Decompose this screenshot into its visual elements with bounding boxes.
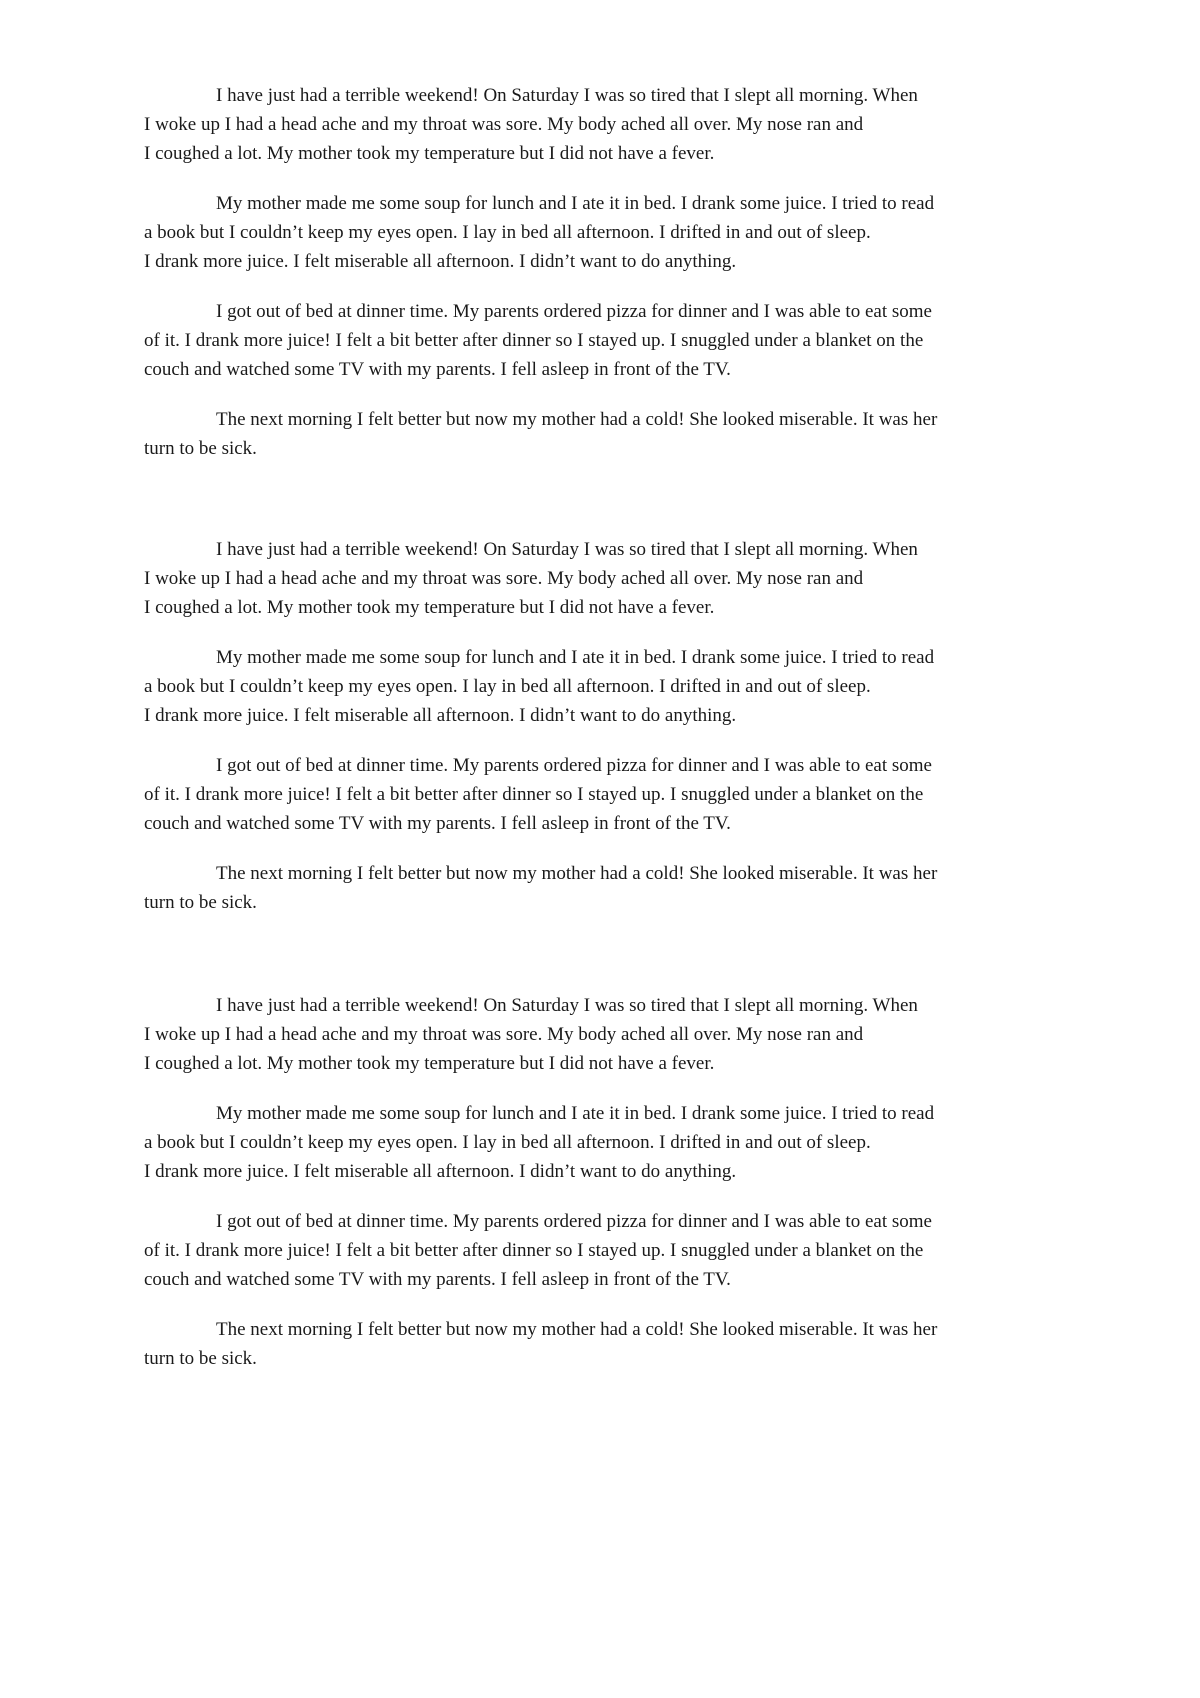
text-line: I coughed a lot. My mother took my temperature but I did not have a fever.	[144, 143, 715, 164]
text-line: I got out of bed at dinner time. My parents ordered pizza for dinner and I was able to eat some	[216, 755, 932, 776]
text-line: turn to be sick.	[144, 438, 257, 459]
text-line: couch and watched some TV with my parents. I fell asleep in front of the TV.	[144, 359, 731, 380]
text-line: a book but I couldn’t keep my eyes open. I lay in bed all afternoon. I drifted in and out of sleep.	[144, 222, 871, 243]
text-line: The next morning I felt better but now my mother had a cold! She looked miserable. It was her	[216, 1319, 938, 1340]
text-line: I woke up I had a head ache and my throat was sore. My body ached all over. My nose ran and	[144, 568, 864, 589]
text-line: I drank more juice. I felt miserable all afternoon. I didn’t want to do anything.	[144, 705, 737, 726]
text-line: I have just had a terrible weekend! On Saturday I was so tired that I slept all morning. When	[216, 85, 918, 106]
text-line: of it. I drank more juice! I felt a bit better after dinner so I stayed up. I snuggled under a blanket on the	[144, 1240, 924, 1261]
text-line: I got out of bed at dinner time. My parents ordered pizza for dinner and I was able to eat some	[216, 1211, 932, 1232]
text-line: I have just had a terrible weekend! On Saturday I was so tired that I slept all morning. When	[216, 539, 918, 560]
text-line: of it. I drank more juice! I felt a bit better after dinner so I stayed up. I snuggled under a blanket on the	[144, 784, 924, 805]
text-line: turn to be sick.	[144, 1348, 257, 1369]
text-line: My mother made me some soup for lunch and I ate it in bed. I drank some juice. I tried to read	[216, 647, 935, 668]
text-line: My mother made me some soup for lunch and I ate it in bed. I drank some juice. I tried to read	[216, 1103, 935, 1124]
text-line: of it. I drank more juice! I felt a bit better after dinner so I stayed up. I snuggled under a blanket on the	[144, 330, 924, 351]
text-line: a book but I couldn’t keep my eyes open. I lay in bed all afternoon. I drifted in and out of sleep.	[144, 676, 871, 697]
text-line: The next morning I felt better but now my mother had a cold! She looked miserable. It was her	[216, 863, 938, 884]
text-line: The next morning I felt better but now my mother had a cold! She looked miserable. It was her	[216, 409, 938, 430]
text-line: I have just had a terrible weekend! On Saturday I was so tired that I slept all morning. When	[216, 995, 918, 1016]
text-line: I got out of bed at dinner time. My parents ordered pizza for dinner and I was able to eat some	[216, 301, 932, 322]
text-line: I drank more juice. I felt miserable all afternoon. I didn’t want to do anything.	[144, 1161, 737, 1182]
text-line: I woke up I had a head ache and my throat was sore. My body ached all over. My nose ran and	[144, 1024, 864, 1045]
text-line: turn to be sick.	[144, 892, 257, 913]
text-line: I woke up I had a head ache and my throat was sore. My body ached all over. My nose ran and	[144, 114, 864, 135]
text-line: I coughed a lot. My mother took my temperature but I did not have a fever.	[144, 597, 715, 618]
text-line: I coughed a lot. My mother took my temperature but I did not have a fever.	[144, 1053, 715, 1074]
text-line: a book but I couldn’t keep my eyes open. I lay in bed all afternoon. I drifted in and out of sleep.	[144, 1132, 871, 1153]
text-line: couch and watched some TV with my parents. I fell asleep in front of the TV.	[144, 813, 731, 834]
text-line: couch and watched some TV with my parents. I fell asleep in front of the TV.	[144, 1269, 731, 1290]
text-line: My mother made me some soup for lunch and I ate it in bed. I drank some juice. I tried to read	[216, 193, 935, 214]
text-line: I drank more juice. I felt miserable all afternoon. I didn’t want to do anything.	[144, 251, 737, 272]
